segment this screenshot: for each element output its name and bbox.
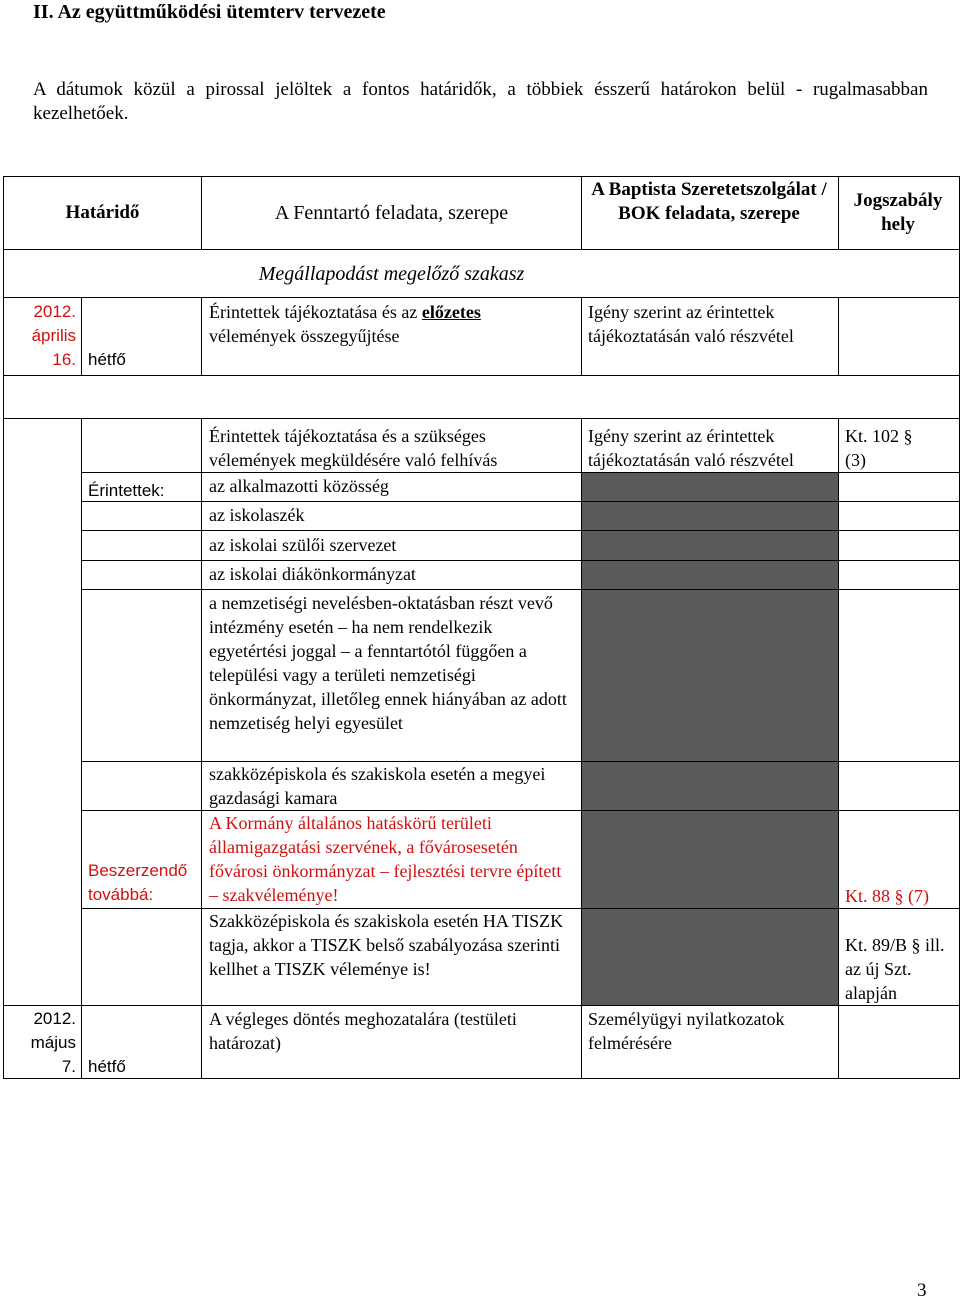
header-law: Jogszabály hely bbox=[853, 190, 943, 235]
shaded-cell bbox=[582, 472, 838, 1005]
baptist-task: Igény szerint az érintettek tájékoztatásán való részvétel bbox=[588, 426, 794, 470]
owner-task: Érintettek tájékoztatása és a szükséges vélemények megküldésére való felhívás bbox=[209, 426, 498, 470]
affected-item: az iskolai diákönkormányzat bbox=[209, 564, 416, 584]
header-baptist-role: A Baptista Szeretetszolgálat / BOK feladata, szerepe bbox=[591, 179, 827, 224]
header-owner-role: A Fenntartó feladata, szerepe bbox=[274, 202, 509, 224]
owner-task: A végleges döntés meghozatalára (testületi határozat) bbox=[209, 1009, 517, 1053]
baptist-task: Igény szerint az érintettek tájékoztatásán való részvétel bbox=[588, 302, 794, 346]
affected-item: az alkalmazotti közösség bbox=[209, 476, 389, 496]
affected-item: a nemzetiségi nevelésben-oktatásban részt vevő intézmény esetén – ha nem rendelkezik egyetértési joggal – a fenntartótól függően a települési vagy a területi nemzetiségi önkormányzat, illetőleg ennek hiányában az adott nemzetiség helyi egyesület bbox=[209, 593, 567, 733]
also-label: Beszerzendő továbbá: bbox=[88, 861, 188, 904]
deadline-weekday: hétfő bbox=[88, 350, 126, 369]
intro-paragraph: A dátumok közül a pirossal jelöltek a fontos határidők, a többiek ésszerű határokon belül - rugalmasabban kezelhetőek. bbox=[33, 79, 928, 124]
tiszk-opinion: Szakközépiskola és szakiskola esetén HA TISZK tagja, akkor a TISZK belső szabályozása szerinti kellhet a TISZK véleménye is! bbox=[209, 911, 564, 979]
deadline-date: 2012. április 16. bbox=[31, 302, 76, 369]
law-reference: Kt. 89/B § ill. az új Szt. alapján bbox=[845, 935, 945, 1003]
deadline-weekday: hétfő bbox=[88, 1057, 126, 1076]
owner-task: Érintettek tájékoztatása és az előzetes vélemények összegyűjtése bbox=[209, 302, 481, 346]
section-heading: II. Az együttműködési ütemterv tervezete bbox=[33, 1, 386, 23]
page-number: 3 bbox=[917, 1280, 927, 1301]
affected-label: Érintettek: bbox=[88, 481, 165, 500]
deadline-date: 2012. május 7. bbox=[30, 1009, 76, 1076]
affected-item: az iskolaszék bbox=[209, 505, 305, 525]
header-deadline: Határidő bbox=[65, 202, 140, 223]
law-reference: Kt. 88 § (7) bbox=[845, 886, 929, 906]
law-reference: Kt. 102 § (3) bbox=[845, 426, 913, 470]
affected-item: az iskolai szülői szervezet bbox=[209, 535, 397, 555]
affected-item: szakközépiskola és szakiskola esetén a megyei gazdasági kamara bbox=[209, 764, 546, 808]
baptist-task: Személyügyi nyilatkozatok felmérésére bbox=[588, 1009, 785, 1053]
gov-opinion: A Kormány általános hatáskörű területi államigazgatási szervének, a fővárosesetén fővárosi önkormányzat – fejlesztési tervre épített – szakvéleménye! bbox=[209, 813, 562, 905]
phase-label: Megállapodást megelőző szakasz bbox=[258, 263, 525, 285]
